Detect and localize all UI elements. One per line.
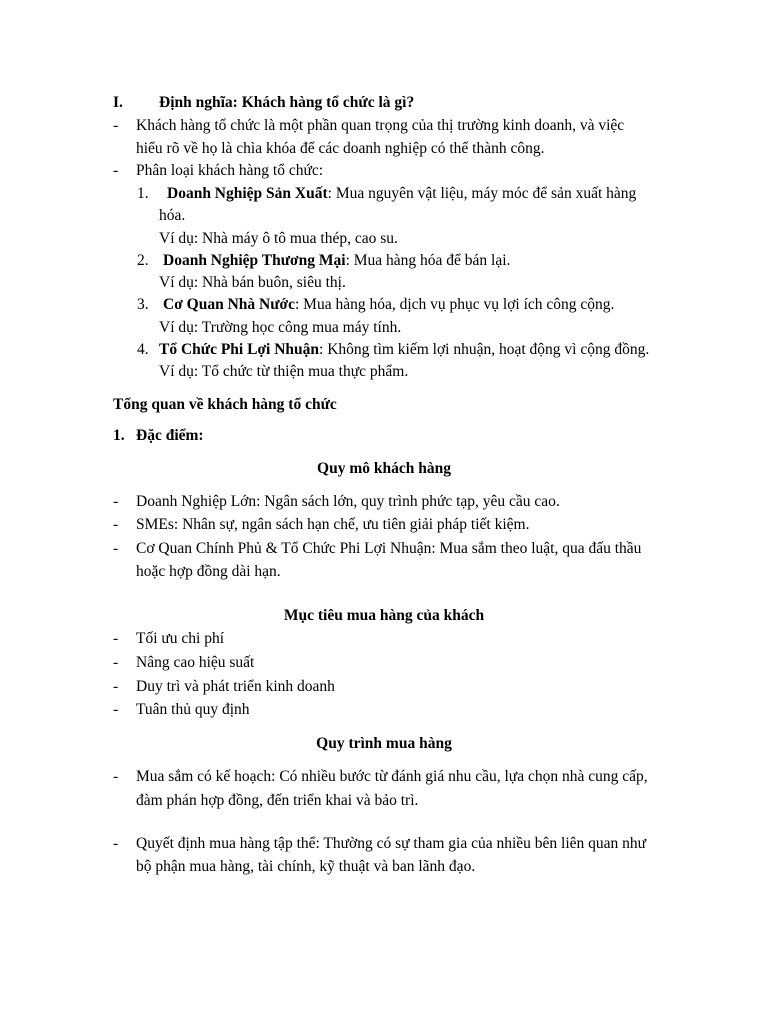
list-item-example: Ví dụ: Trường học công mua máy tính. xyxy=(159,319,402,336)
list-item xyxy=(167,183,636,205)
list-item xyxy=(159,339,649,361)
features-label: Đặc điểm: xyxy=(136,427,204,444)
process-item-line: bộ phận mua hàng, tài chính, kỹ thuật và ban lãnh đạo. xyxy=(136,858,476,875)
process-item-line: Mua sắm có kế hoạch: Có nhiều bước từ đánh giá nhu cầu, lựa chọn nhà cung cấp, xyxy=(136,768,648,785)
process-item-line: đàm phán hợp đồng, đến triển khai và bảo trì. xyxy=(136,792,419,809)
bullet-dash: - xyxy=(113,630,119,647)
list-number: 3. xyxy=(137,296,149,313)
scale-item-cont: hoặc hợp đồng dài hạn. xyxy=(136,563,281,580)
list-item-desc: : Mua nguyên vật liệu, máy móc để sản xuất hàng xyxy=(327,185,637,202)
bullet-dash: - xyxy=(113,516,119,533)
bullet-dash: - xyxy=(113,117,119,134)
list-item-title: Doanh Nghiệp Thương Mại xyxy=(163,252,346,269)
scale-item: Doanh Nghiệp Lớn: Ngân sách lớn, quy trình phức tạp, yêu cầu cao. xyxy=(136,493,560,510)
bullet-dash: - xyxy=(113,162,119,179)
goal-item: Tối ưu chi phí xyxy=(136,630,225,647)
list-item-example: Ví dụ: Nhà bán buôn, siêu thị. xyxy=(159,274,346,291)
bullet-dash: - xyxy=(113,768,119,785)
goal-item: Duy trì và phát triển kinh doanh xyxy=(136,678,335,695)
intro-line-1: Khách hàng tổ chức là một phần quan trọng của thị trường kinh doanh, và việc xyxy=(136,117,625,134)
bullet-dash: - xyxy=(113,678,119,695)
scale-item: SMEs: Nhân sự, ngân sách hạn chế, ưu tiên giải pháp tiết kiệm. xyxy=(136,516,530,533)
bullet-dash: - xyxy=(113,493,119,510)
overview-title: Tổng quan về khách hàng tổ chức xyxy=(113,396,337,413)
bullet-dash: - xyxy=(113,835,119,852)
list-item-title: Cơ Quan Nhà Nước xyxy=(163,296,295,313)
list-item-desc-cont: hóa. xyxy=(159,207,186,224)
goal-item: Nâng cao hiệu suất xyxy=(136,654,255,671)
list-item-title: Tổ Chức Phi Lợi Nhuận xyxy=(159,341,320,358)
process-item-line: Quyết định mua hàng tập thể: Thường có sự tham gia của nhiều bên liên quan như xyxy=(136,835,647,852)
goal-item: Tuân thủ quy định xyxy=(136,701,250,718)
list-number: 2. xyxy=(137,252,149,269)
process-title: Quy trình mua hàng xyxy=(316,735,452,752)
bullet-dash: - xyxy=(113,540,119,557)
section-number: I. xyxy=(113,94,123,111)
list-item-desc: : Không tìm kiếm lợi nhuận, hoạt động vì cộng đồng. xyxy=(319,341,650,358)
list-item-example: Ví dụ: Nhà máy ô tô mua thép, cao su. xyxy=(159,230,398,247)
list-item-desc: : Mua hàng hóa để bán lại. xyxy=(345,252,511,269)
classify-label: Phân loại khách hàng tổ chức: xyxy=(136,162,324,179)
intro-line-2: hiểu rõ về họ là chìa khóa để các doanh nghiệp có thể thành công. xyxy=(136,140,545,157)
list-number: 4. xyxy=(137,341,149,358)
bullet-dash: - xyxy=(113,701,119,718)
scale-item: Cơ Quan Chính Phủ & Tổ Chức Phi Lợi Nhuận: Mua sắm theo luật, qua đấu thầu xyxy=(136,540,642,557)
list-item-title: Doanh Nghiệp Sản Xuất xyxy=(167,185,328,202)
list-item-example: Ví dụ: Tổ chức từ thiện mua thực phẩm. xyxy=(159,363,409,380)
goals-title: Mục tiêu mua hàng của khách xyxy=(283,607,485,624)
list-item-desc: : Mua hàng hóa, dịch vụ phục vụ lợi ích công cộng. xyxy=(294,296,615,313)
list-item xyxy=(163,294,614,316)
section-heading: Định nghĩa: Khách hàng tổ chức là gì? xyxy=(159,94,415,111)
features-number: 1. xyxy=(113,427,125,444)
list-number: 1. xyxy=(137,185,149,202)
bullet-dash: - xyxy=(113,654,119,671)
scale-title: Quy mô khách hàng xyxy=(317,460,451,477)
list-item xyxy=(163,250,510,272)
